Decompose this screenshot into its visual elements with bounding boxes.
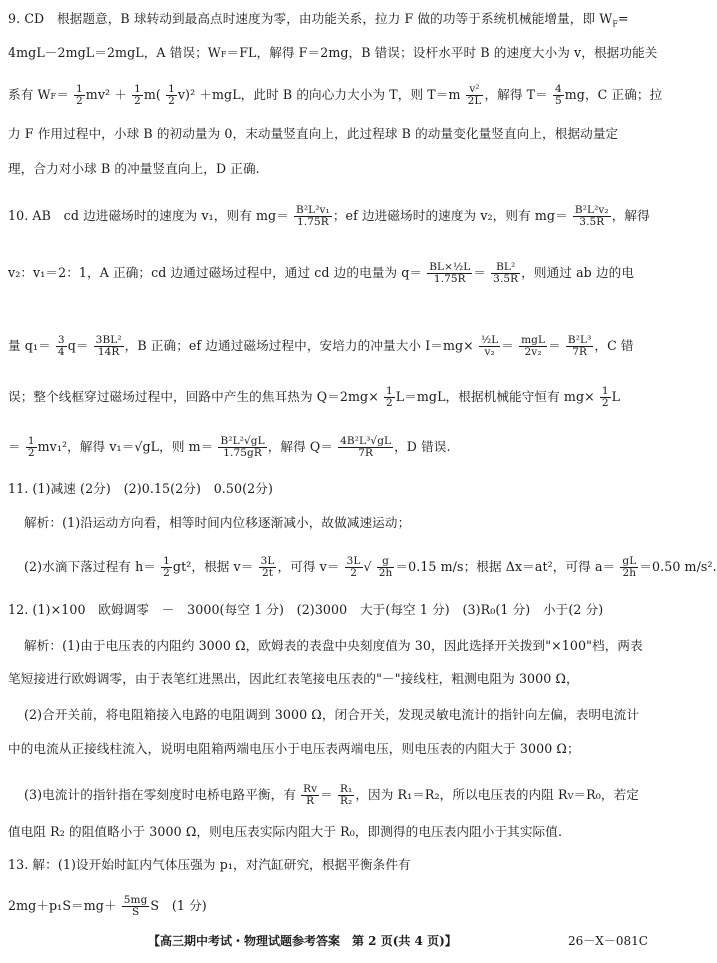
q12-line-7: 值电阻 R₂ 的阻值略小于 3000 Ω，则电压表实际内阻大于 R₀，即测得的电压表内阻小于其实际值.: [8, 824, 563, 839]
fraction: $\frac{1}{2}$: [168, 83, 175, 107]
q9-text: ，解得 T＝: [484, 87, 548, 102]
q9-sub: F: [612, 19, 619, 29]
q10-text: L: [611, 389, 621, 404]
fraction: $\frac{1}{2}$: [385, 385, 393, 409]
fraction: $\frac{1}{2}$: [601, 385, 609, 409]
q10-text: 量 q₁＝: [8, 338, 51, 353]
q9-text: ＝FL，解得 F＝2mg，B 错误；设杆水平时 B 的速度大小为 v，根据功能关: [226, 45, 658, 60]
q11-text: ，可得 v＝: [277, 559, 340, 574]
q11-line-1: 11. (1)减速 (2分) (2)0.15(2分) 0.50(2分): [8, 481, 273, 496]
q9-line-4: 力 F 作用过程中，小球 B 的初动量为 0，末动量竖直向上，此过程球 B 的动量变化量竖直向上，根据动量定: [8, 126, 619, 141]
q9-text: mv² ＋: [85, 87, 127, 102]
q10-text: v₂：v₁＝2：1，A 正确；cd 边通过磁场过程中，通过 cd 边的电量为 q＝: [8, 265, 423, 280]
fraction: $\frac{3L}{2}$: [346, 555, 361, 579]
q9-text: 9. CD 根据题意，B 球转动到最高点时速度为零，由功能关系，拉力 F 做的功等于系统机械能增量，即 W: [8, 11, 613, 26]
q9-text: mg，C 正确；拉: [564, 87, 663, 102]
fraction: $\frac{1}{2}$: [76, 83, 83, 107]
fraction: $\frac{3L}{2t}$: [260, 555, 275, 579]
q10-text: ，C 错: [594, 338, 634, 353]
fraction: $\frac{1}{2}$: [134, 83, 141, 107]
q10-text: 误；整个线框穿过磁场过程中，回路中产生的焦耳热为 Q＝2mg×: [8, 389, 379, 404]
q10-text: ＝: [548, 338, 561, 353]
fraction: $\frac{4}{5}$: [554, 83, 562, 107]
fraction: $\frac{\text{mgL}}{\text{2v₂}}$: [521, 334, 546, 358]
fraction: $\frac{\text{½L}}{\text{v₂}}$: [480, 334, 499, 358]
q10-line-2: [8, 262, 634, 285]
q11-text: ＝0.15 m/s；根据 Δx＝at²，可得 a＝: [395, 559, 616, 574]
q11-text: ＝0.50 m/s².: [639, 559, 717, 574]
q12-text: ＝: [320, 787, 333, 802]
q11-text: gt²，根据 v＝: [172, 559, 254, 574]
q12-line-1: 12. (1)×100 欧姆调零 － 3000(每空 1 分) (2)3000 大于(每空 1 分) (3)R₀(1 分) 小于(2 分): [8, 602, 604, 617]
q13-text: 2mg＋p₁S＝mg＋: [8, 898, 117, 913]
q9-text-end: =: [618, 11, 629, 26]
q13-text: S (1 分): [150, 898, 207, 913]
q10-text: 10. AB cd 边进磁场时的速度为 v₁，则有 mg＝: [8, 208, 289, 223]
q13-line-1: 13. 解：(1)设开始时缸内气体压强为 p₁，对汽缸研究，根据平衡条件有: [8, 857, 411, 872]
q9-text: ＝: [56, 87, 69, 102]
q9-line-3: [8, 84, 662, 107]
q10-line-4: [8, 386, 620, 409]
q10-text: ，解得 Q＝: [267, 439, 333, 454]
q9-sub: F: [220, 50, 227, 59]
q10-text: q＝: [67, 338, 89, 353]
fraction: $\frac{\text{v²}}{2L}$: [467, 83, 482, 107]
q9-text: 4mgL－2mgL＝2mgL，A 错误；W: [8, 45, 221, 60]
q11-line-2: 解析：(1)沿运动方向看，相等时间内位移逐渐减小，故做减速运动；: [24, 515, 411, 530]
q10-text: mv₁²，解得 v₁＝√gL，则 m＝: [37, 439, 214, 454]
q10-text: ＝: [501, 338, 514, 353]
q9-line-1: [8, 10, 629, 34]
q10-text: ＝: [473, 265, 487, 280]
fraction: $\frac{gL}{2h}$: [622, 555, 637, 579]
q9-text: v)² ＋mgL，此时 B 的向心力大小为 T，则 T＝m: [177, 87, 461, 102]
q12-line-2: 解析：(1)由于电压表的内阻约 3000 Ω，欧姆表的表盘中央刻度值为 30，因此选择开关拨到"×100"档，两表: [24, 638, 643, 653]
fraction: $\frac{\text{R₁}}{\text{R₂}}$: [339, 783, 353, 807]
q10-text: ，解得: [611, 208, 650, 223]
q10-text: ，B 正确；ef 边通过磁场过程中，安培力的冲量大小 I＝mg×: [124, 338, 474, 353]
q10-text: ＝: [8, 439, 21, 454]
q12-line-3: 笔短接进行欧姆调零，由于表笔红进黑出，因此红表笔接电压表的"－"接线柱，粗测电阻为 3000 Ω，: [8, 671, 579, 686]
q13-line-2: [8, 895, 207, 918]
q9-text: 系有 W: [8, 87, 51, 102]
fraction: $\frac{\text{BL²}}{3.5R}$: [493, 261, 519, 285]
q12-line-6: (3)电流计的指针指在零刻度时电桥电路平衡，有 $\frac{Rv}{R}$ ＝ $\frac{\text{R₁}}{\text{R₂}}$ ，因为 R₁＝R₂，所以电压表的内阻 RV＝R₀，若定: [24, 783, 639, 807]
fraction: $\frac{\text{BL×½L}}{1.75R}$: [429, 261, 471, 285]
q10-line-5: [8, 436, 451, 459]
fraction: $\frac{g}{2h}$: [378, 555, 393, 579]
q12-text: ，因为 R₁＝R₂，所以电压表的内阻 R: [355, 787, 568, 802]
fraction: $\frac{1}{2}$: [163, 555, 170, 579]
q10-text: ，D 错误.: [394, 439, 451, 454]
q10-line-3: [8, 335, 634, 358]
page-footer-code: 26－X－081C: [568, 934, 648, 948]
fraction: $\frac{\text{B²L²v₁}}{1.75R}$: [296, 204, 330, 228]
fraction: $\frac{5mg}{S}$: [123, 894, 148, 918]
q11-text: √: [363, 559, 372, 574]
page-footer-title: 【高三期中考试・物理试题参考答案 第 2 页(共 4 页)】: [148, 934, 457, 948]
q9-line-5: 理，合力对小球 B 的冲量竖直向上，D 正确.: [8, 161, 260, 176]
q11-text: (2)水滴下落过程有 h＝: [24, 559, 157, 574]
q10-text: ，则通过 ab 边的电: [521, 265, 635, 280]
fraction: $\frac{\text{B²L²√gL}}{1.75gR}$: [220, 435, 265, 459]
q10-line-1: [8, 205, 650, 228]
q12-text: ＝R₀，若定: [573, 787, 639, 802]
q12-line-4: (2)合开关前，将电阻箱接入电路的电阻调到 3000 Ω，闭合开关，发现灵敏电流计的指针向左偏，表明电流计: [24, 707, 640, 722]
fraction: $\frac{3}{4}$: [57, 334, 65, 358]
fraction: $\frac{\text{4B²L³√gL}}{7R}$: [340, 435, 392, 459]
q12-line-5: 中的电流从正接线柱流入，说明电阻箱两端电压小于电压表两端电压，则电压表的内阻大于 3000 Ω；: [8, 741, 580, 756]
q10-text: ；ef 边进磁场时的速度为 v₂，则有 mg＝: [332, 208, 568, 223]
q11-line-3: [24, 556, 717, 579]
q9-sub: F: [50, 92, 57, 101]
fraction: $\frac{Rv}{R}$: [303, 783, 318, 807]
fraction: $\frac{\text{B²L³}}{7R}$: [567, 334, 592, 358]
q10-text: L＝mgL，根据机械能守恒有 mg×: [395, 389, 595, 404]
fraction: $\frac{\text{B²L²v₂}}{3.5R}$: [574, 204, 609, 228]
fraction: $\frac{\text{3BL²}}{14R}$: [95, 334, 122, 358]
q9-line-2: [8, 44, 657, 64]
q9-text: m(: [143, 87, 161, 102]
fraction: $\frac{1}{2}$: [27, 435, 35, 459]
q12-text: (3)电流计的指针指在零刻度时电桥电路平衡，有: [24, 787, 297, 802]
